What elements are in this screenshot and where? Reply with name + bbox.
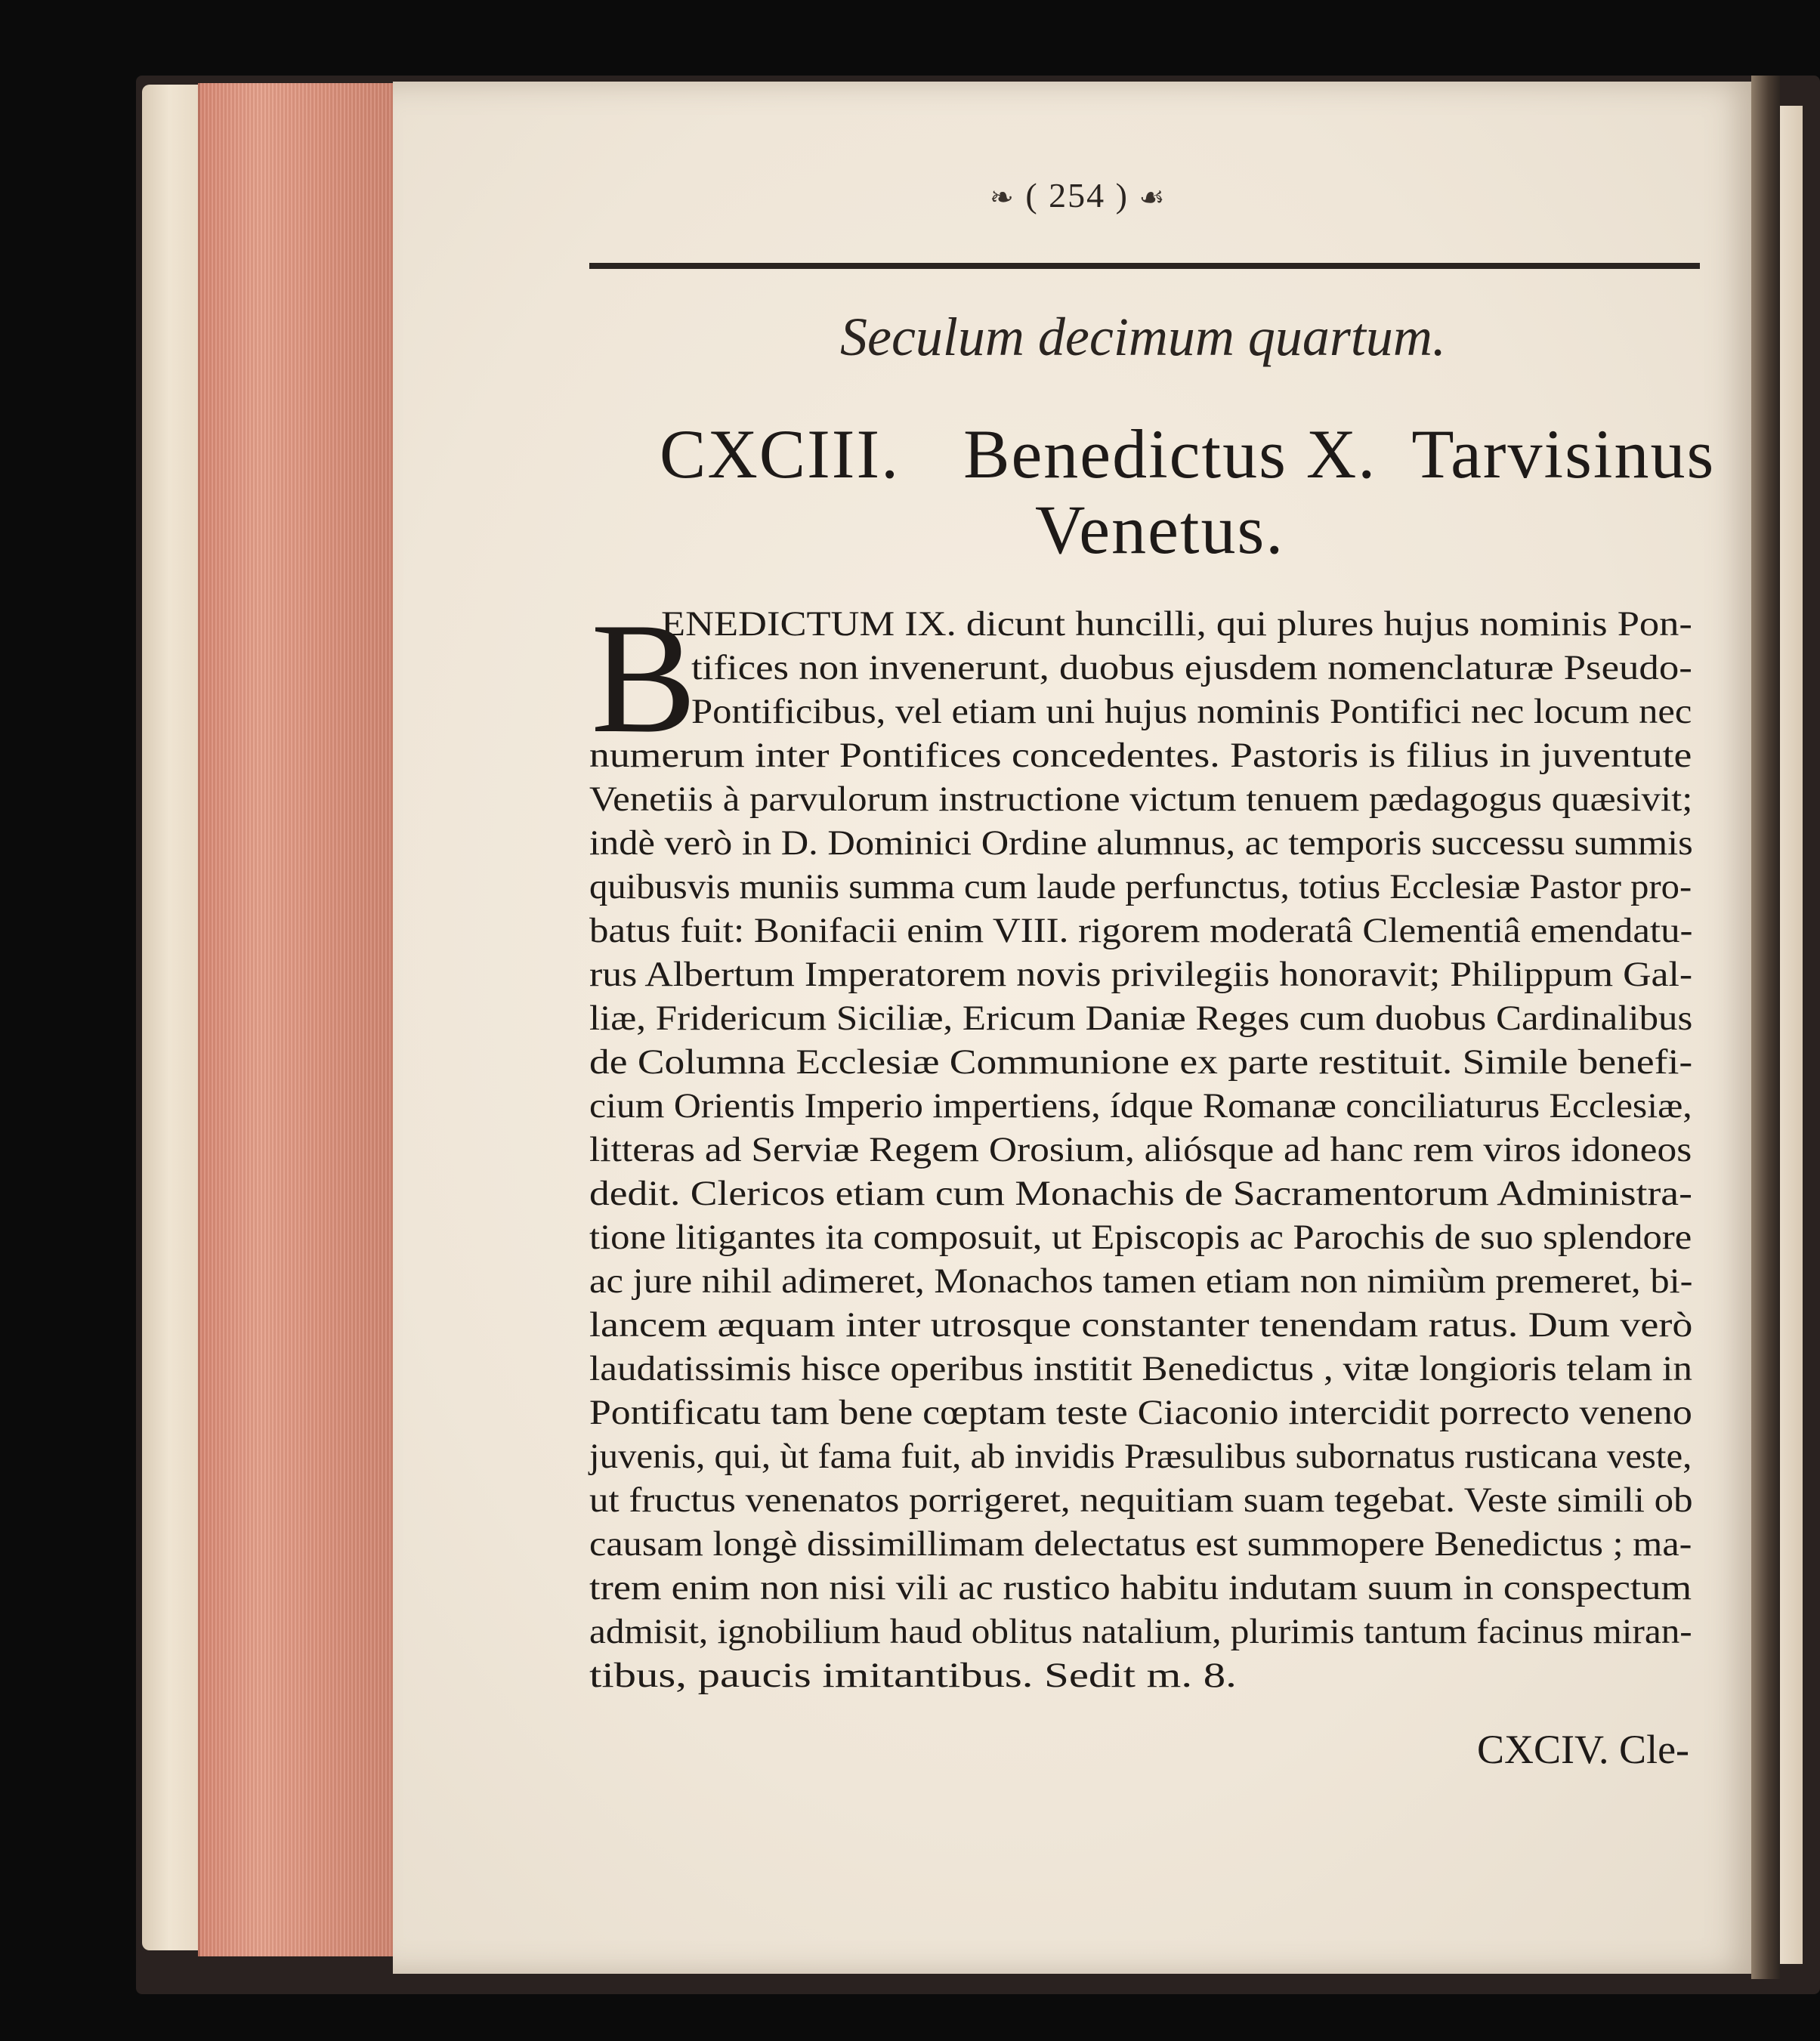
body-line: laudatissimis hisce operibus institit Benedictus , vitæ longioris telam in — [589, 1349, 1692, 1388]
chapter-heading — [660, 414, 1715, 494]
heading-name: Benedictus X. — [963, 415, 1377, 492]
right-ornament-icon: ☙ — [1139, 182, 1166, 214]
drop-cap: B — [591, 591, 697, 766]
heading-numeral: CXCIII. — [660, 415, 901, 492]
body-line: liæ, Fridericum Siciliæ, Ericum Daniæ Reges cum duobus Cardinalibus — [589, 999, 1693, 1038]
body-line: admisit, ignobilium haud oblitus natalium, plurimis tantum facinus miran- — [589, 1612, 1692, 1651]
body-line: dedit. Clericos etiam cum Monachis de Sacramentorum Administra- — [589, 1174, 1692, 1213]
body-line: batus fuit: Bonifacii enim VIII. rigorem moderatâ Clementiâ emendatu- — [589, 911, 1693, 950]
heading-place: Tarvisinus — [1411, 415, 1716, 492]
body-line: de Columna Ecclesiæ Communione ex parte restituit. Simile benefi- — [589, 1042, 1693, 1082]
body-line: lancem æquam inter utrosque constanter tenendam ratus. Dum verò — [589, 1305, 1693, 1345]
book-gutter — [1751, 76, 1780, 1979]
body-line: tione litigantes ita composuit, ut Episcopis ac Parochis de suo splendore — [589, 1218, 1692, 1257]
body-line: trem enim non nisi vili ac rustico habitu indutam suum in conspectum — [589, 1568, 1692, 1607]
body-line: ENEDICTUM IX. dicunt huncilli, qui plures hujus nominis Pon- — [661, 604, 1692, 644]
body-line: Pontificatu tam bene cœptam teste Ciaconio intercidit porrecto veneno — [589, 1393, 1692, 1432]
catchword: CXCIV. Cle- — [1477, 1727, 1690, 1772]
chapter-heading-line2: Venetus. — [1035, 491, 1285, 568]
body-line: quibusvis muniis summa cum laude perfunctus, totius Ecclesiæ Pastor pro- — [589, 867, 1692, 906]
body-line: tifices non invenerunt, duobus ejusdem nomenclaturæ Pseudo- — [691, 648, 1692, 687]
running-head — [990, 175, 1166, 215]
body-line: litteras ad Serviæ Regem Orosium, aliósque ad hanc rem viros idoneos — [589, 1130, 1692, 1169]
section-title: Seculum decimum quartum. — [840, 307, 1446, 367]
body-line: tibus, paucis imitantibus. Sedit m. 8. — [589, 1656, 1237, 1695]
body-line: causam longè dissimillimam delectatus est summopere Benedictus ; ma- — [589, 1524, 1692, 1564]
body-line: numerum inter Pontifices concedentes. Pastoris is filius in juventute — [589, 736, 1692, 775]
body-line: cium Orientis Imperio impertiens, ídque Romanæ conciliaturus Ecclesiæ, — [589, 1086, 1692, 1125]
next-page-edge — [1780, 106, 1803, 1964]
body-line: rus Albertum Imperatorem novis privilegiis honoravit; Philippum Gal- — [589, 955, 1693, 994]
body-line: ac jure nihil adimeret, Monachos tamen etiam non nimiùm premeret, bi- — [589, 1261, 1693, 1301]
body-line: Venetiis à parvulorum instructione victum tenuem pædagogus quæsivit; — [589, 780, 1693, 819]
red-page-edges — [198, 83, 398, 1956]
body-line: Pontificibus, vel etiam uni hujus nominis Pontifici nec locum nec — [691, 692, 1692, 731]
page-number: ( 254 ) — [1025, 176, 1129, 215]
body-line: juvenis, qui, ùt fama fuit, ab invidis Præsulibus subornatus rusticana veste, — [589, 1437, 1692, 1476]
header-rule — [589, 263, 1700, 269]
body-line: indè verò in D. Dominici Ordine alumnus, ac temporis successu summis — [589, 823, 1693, 863]
body-line: ut fructus venenatos porrigeret, nequitiam suam tegebat. Veste simili ob — [589, 1481, 1693, 1520]
left-ornament-icon: ❧ — [990, 182, 1015, 214]
